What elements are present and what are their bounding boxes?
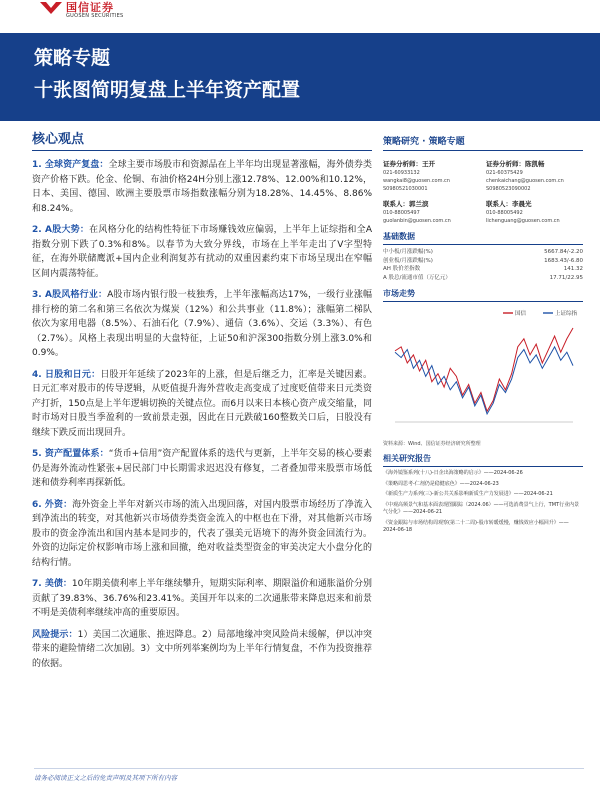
basic-data-key: 中小板/月涨跌幅(%)	[383, 249, 433, 255]
logo-mark-icon	[40, 2, 62, 16]
paragraph-text: “货币+信用”资产配置体系的迭代与更新，上半年交易的核心要素仍是海外流动性紧张+居民部门中长期需求迟迟没有修复，二者叠加带来股票市场低迷和债券利率再探新低。	[32, 449, 372, 488]
paragraph-heading: 6. 外资：	[32, 499, 73, 510]
analyst-cert: S0980521030001	[383, 186, 428, 192]
analyst-email[interactable]: wangkai8@guosen.com.cn	[383, 178, 450, 184]
analyst-phone: 010-88005492	[486, 210, 523, 216]
analyst-card	[486, 159, 583, 193]
basic-data-row	[383, 274, 583, 283]
related-report-item[interactable]: 《策略周思考-仁剂仍是稳健底色》——2024-06-23	[383, 480, 499, 487]
analyst-role: 证券分析师：王开	[383, 160, 435, 168]
related-reports-list	[383, 470, 583, 535]
core-paragraph	[32, 288, 372, 361]
core-paragraph	[32, 368, 372, 441]
paragraph-heading: 1. 全球资产复盘：	[32, 160, 109, 170]
core-paragraph	[32, 628, 372, 672]
analyst-phone: 021-60375429	[486, 170, 523, 176]
basic-data-row	[383, 257, 583, 266]
section-rule	[32, 150, 372, 151]
related-report-item[interactable]: 《中观高频景气和基本面表现图跟踪（2024.06）——可选消费景气上行，TMT行业内景气分化》——2024-06-21	[383, 501, 580, 515]
related-report-item[interactable]: 《海外镜鉴系列(十八)-日企出海策略的启示》——2024-06-26	[383, 470, 523, 476]
core-paragraph	[32, 447, 372, 491]
report-type: 策略研究 · 策略专题	[383, 137, 465, 147]
legend-label: 上证综指	[555, 311, 578, 317]
basic-data-value: 17.71/22.95	[549, 274, 583, 281]
title-banner	[0, 33, 600, 121]
basic-data-row	[383, 265, 583, 274]
analyst-email[interactable]: guolanbin@guosen.com.cn	[383, 218, 451, 224]
related-report-item[interactable]: 《新质生产力系列(三)-新公共关系影响新质生产力发展进》——2024-06-21	[383, 491, 553, 497]
core-paragraph	[32, 158, 372, 216]
paragraph-text: 1）美国二次通胀、推迟降息。2）局部地缘冲突风险尚未缓解，伊以冲突带来的避险情绪二次加剧。3）文中所列举案例均为上半年行情复盘，不作为投资推荐的依据。	[32, 629, 372, 669]
basic-data-key: AH 股价差指数	[383, 266, 421, 272]
core-paragraph	[32, 223, 372, 281]
related-report-item[interactable]: 《资金跟踪与市场结构周观察(第二十二周)-股市转暖缓慢，赚钱效应小幅回升》——2024-06-18	[383, 519, 569, 533]
sidebar-rule	[383, 150, 583, 151]
report-title: 十张图简明复盘上半年资产配置	[34, 79, 301, 101]
basic-data-value: 1683.43/-6.80	[544, 257, 583, 264]
paragraph-heading: 7. 美债：	[32, 579, 72, 589]
footer-rule	[34, 768, 584, 769]
analyst-email[interactable]: lichenguang@guosen.com.cn	[486, 218, 560, 224]
basic-data-heading: 基础数据	[383, 232, 415, 241]
series-line-1	[395, 347, 573, 414]
paragraph-text: 在风格分化的结构性特征下市场赚钱效应偏弱，上半年上证综指和全A指数分别下跌了0.3%和8%。以春节为大致分界线，市场在上半年走出了V字型特征，在海外联储鹰派+国内企业利润复苏有扰动的双重因素约束下市场呈现出在窄幅区间内震荡特征。	[32, 225, 372, 279]
paragraph-heading: 2. A股大势：	[32, 225, 90, 235]
analyst-email[interactable]: chenkaichang@guosen.com.cn	[486, 178, 564, 184]
basic-data-row	[383, 248, 583, 257]
analyst-role: 证券分析师：陈凯畅	[486, 160, 545, 168]
market-trend-rule	[383, 301, 583, 302]
basic-data-table	[383, 248, 583, 282]
series-line-0	[395, 328, 573, 411]
analyst-list	[383, 159, 583, 231]
company-logo	[40, 2, 124, 19]
market-trend-heading: 市场走势	[383, 289, 415, 298]
analyst-phone: 021-60933132	[383, 170, 420, 176]
analyst-card	[486, 199, 583, 225]
core-views-column	[32, 128, 372, 671]
related-reports-heading: 相关研究报告	[383, 454, 431, 463]
analyst-cert: S0980523090002	[486, 186, 531, 192]
analyst-card	[383, 159, 480, 193]
sidebar	[383, 128, 583, 535]
basic-data-key: 创业板/月涨跌幅(%)	[383, 257, 433, 264]
analyst-role: 联系人：郭兰滨	[383, 200, 429, 208]
basic-data-value: 141.32	[563, 266, 583, 272]
analyst-card	[383, 199, 480, 225]
core-paragraph	[32, 577, 372, 621]
report-kicker: 策略专题	[34, 47, 111, 69]
paragraph-text: 日股开年延续了2023年的上涨，但是后继乏力，汇率是关键因素。日元汇率对股市的传导逻辑，从贬值提升海外营收走高变成了过度贬值带来日元类资产打折，150点是上半年逻辑切换的关键点位。而6月以来日本核心资产成交缩量，同时市场对日股当季盈利的一致前景走强，因此在日元跌破160整数关口后，日股没有继续下跌反而出现回升。	[32, 369, 372, 438]
logo-cn: 国信证券	[66, 1, 114, 14]
chart-source: 资料来源：Wind、国信证券经济研究所整理	[383, 441, 481, 447]
paragraph-heading: 5. 资产配置体系：	[32, 449, 109, 459]
basic-data-rule	[383, 244, 583, 245]
paragraph-text: 海外资金上半年对新兴市场的流入出现回落，对国内股票市场经历了净流入到净流出的转变，对其他新兴市场债券类资金流入的中枢也在下滑，对其他新兴市场股市的资金净流出和国内基本是同步的，代表了强美元语境下的海外资金回流行为。外资的边际定价权影响市场上涨和回撤，绝对收益类型资金的审美决定大小盘分化的结构行情。	[32, 499, 372, 568]
related-reports-rule	[383, 466, 583, 467]
paragraph-heading: 4. 日股和日元：	[32, 369, 101, 380]
paragraph-text: 全球主要市场股市和资源品在上半年均出现显著涨幅，海外债券类资产价格下跌。伦金、伦铜、布油价格24H分别上涨12.78%、12.00%和10.12%，日本、美国、德国、欧洲主要股票市场指数涨幅分别为18.28%、14.45%、8.86%和8.24%。	[32, 160, 372, 214]
core-views-heading: 核心观点	[32, 132, 85, 147]
core-paragraphs	[32, 158, 372, 671]
core-paragraph	[32, 498, 372, 571]
paragraph-heading: 3. A股风格行业：	[32, 290, 108, 300]
paragraph-heading: 风险提示：	[32, 629, 78, 640]
basic-data-key: A 股总/流通市值（万亿元）	[383, 274, 451, 281]
paragraph-text: A股市场内银行股一枝独秀，上半年涨幅高达17%，一级行业涨幅排行榜的第二名和第三名依次为煤炭（12%）和公共事业（11.8%）；涨幅第二梯队依次为家用电器（8.5%）、石油石化（7.9%）、通信（3.6%）、交运（3.3%）、有色（2.7%）。风格上表现出明显的大盘特征，上证50和沪深300指数分别上涨3.0%和0.9%。	[32, 290, 372, 358]
basic-data-value: 5667.84/-2.20	[544, 249, 583, 255]
market-trend-chart	[383, 306, 583, 434]
legend-label: 国信	[515, 311, 527, 317]
analyst-role: 联系人：李晨光	[486, 200, 532, 208]
logo-en: GUOSEN SECURITIES	[66, 13, 124, 19]
paragraph-text: 10年期美债利率上半年继续攀升，短期实际利率、期限溢价和通胀溢价分别贡献了39.83%、36.76%和23.41%。美国开年以来的二次通胀带来降息迟来和前景不明是美债利率继续冲高的重要原因。	[32, 579, 372, 618]
disclaimer-footer: 请务必阅读正文之后的免责声明及其项下所有内容	[34, 774, 177, 782]
analyst-phone: 010-88005497	[383, 210, 420, 216]
top-bar	[0, 0, 600, 32]
